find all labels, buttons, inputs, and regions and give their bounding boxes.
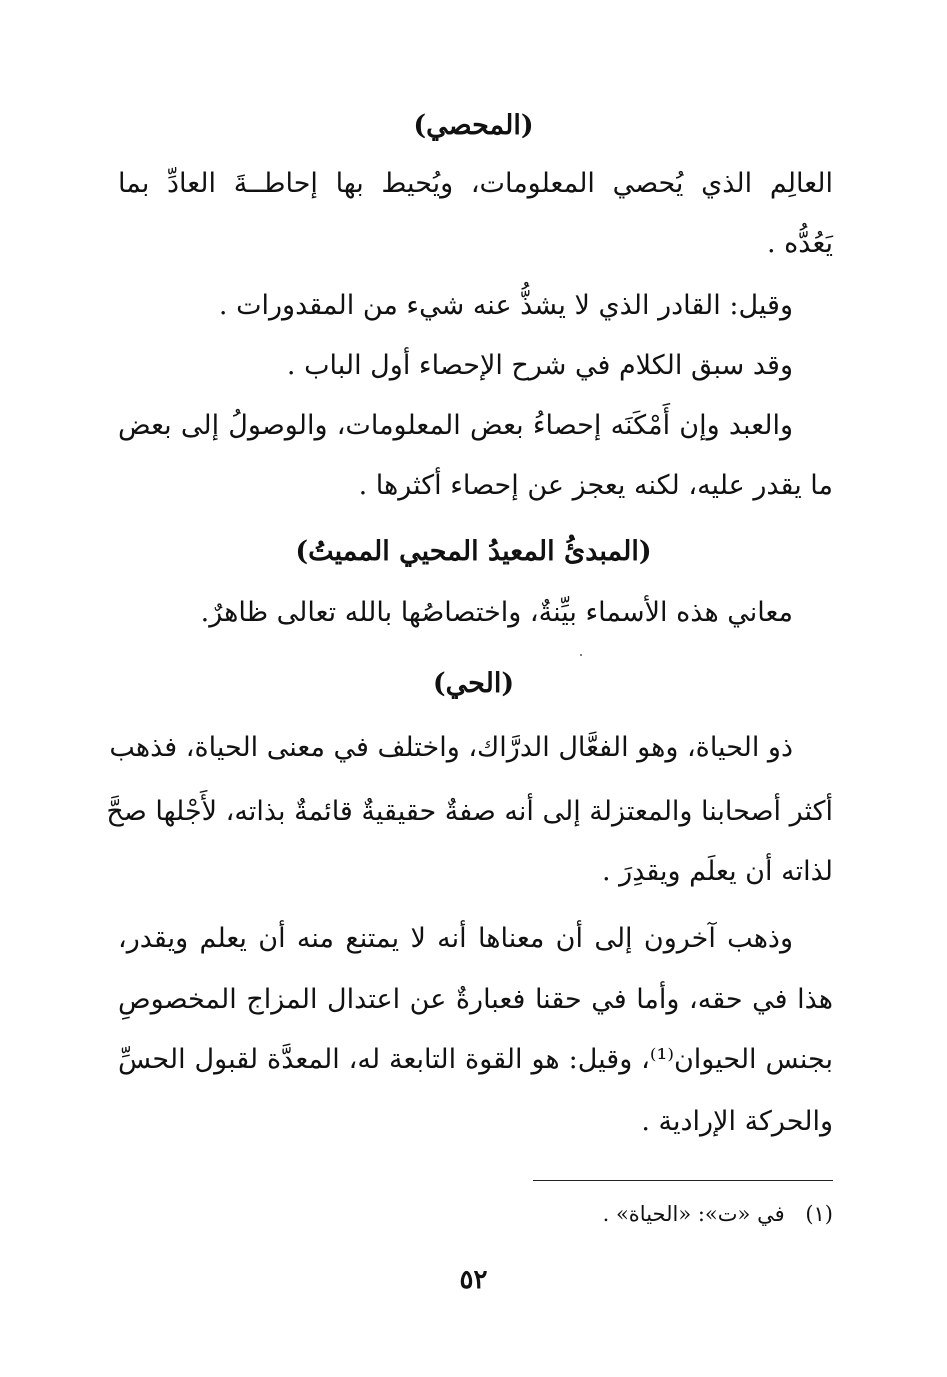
- text-line: والعبد وإن أَمْكَنَه إحصاءُ بعض المعلومات، والوصولُ إلى بعض: [118, 410, 793, 441]
- text-line: معاني هذه الأسماء بيِّنةٌ، واختصاصُها بالله تعالى ظاهرٌ.: [200, 597, 793, 628]
- text-line: العالِم الذي يُحصي المعلومات، ويُحيط بها إحاطــةَ العادِّ بما: [118, 168, 833, 199]
- text-line: وقد سبق الكلام في شرح الإحصاء أول الباب .: [286, 350, 793, 381]
- text-line: والحركة الإرادية .: [641, 1106, 833, 1137]
- text-line: لذاته أن يعلَم ويقدِرَ .: [601, 856, 833, 887]
- footnote-text: في «ت»: «الحياة» .: [602, 1202, 785, 1226]
- section-heading-hayy: (الحي): [432, 668, 515, 699]
- text-line: أكثر أصحابنا والمعتزلة إلى أنه صفةٌ حقيقيةٌ قائمةٌ بذاته، لأَجْلها صحَّ: [106, 796, 833, 827]
- page-number: ٥٢: [459, 1265, 488, 1295]
- footnote-number: (١): [805, 1202, 833, 1226]
- text-line: وذهب آخرون إلى أن معناها أنه لا يمتنع منه أن يعلم ويقدر،: [118, 923, 793, 954]
- stray-dot: [580, 654, 582, 656]
- text-line: بجنس الحيوان⁽¹⁾، وقيل: هو القوة التابعة له، المعدَّة لقبول الحسِّ: [118, 1044, 834, 1075]
- text-line: ما يقدر عليه، لكنه يعجز عن إحصاء أكثرها .: [358, 470, 833, 501]
- text-line: وقيل: القادر الذي لا يشذُّ عنه شيء من المقدورات .: [218, 290, 793, 321]
- text-line: ذو الحياة، وهو الفعَّال الدرَّاك، واختلف في معنى الحياة، فذهب: [109, 732, 793, 763]
- text-line: هذا في حقه، وأما في حقنا فعبارةٌ عن اعتدال المزاج المخصوصِ: [118, 984, 833, 1015]
- footnote: [400, 1198, 833, 1230]
- footnote-separator: [533, 1180, 833, 1181]
- text-line: يَعُدُّه .: [766, 228, 833, 259]
- section-heading-mubdi: (المبدئُ المعيدُ المحيي المميتُ): [295, 536, 652, 567]
- section-heading-muhsi: (المحصي): [413, 110, 534, 141]
